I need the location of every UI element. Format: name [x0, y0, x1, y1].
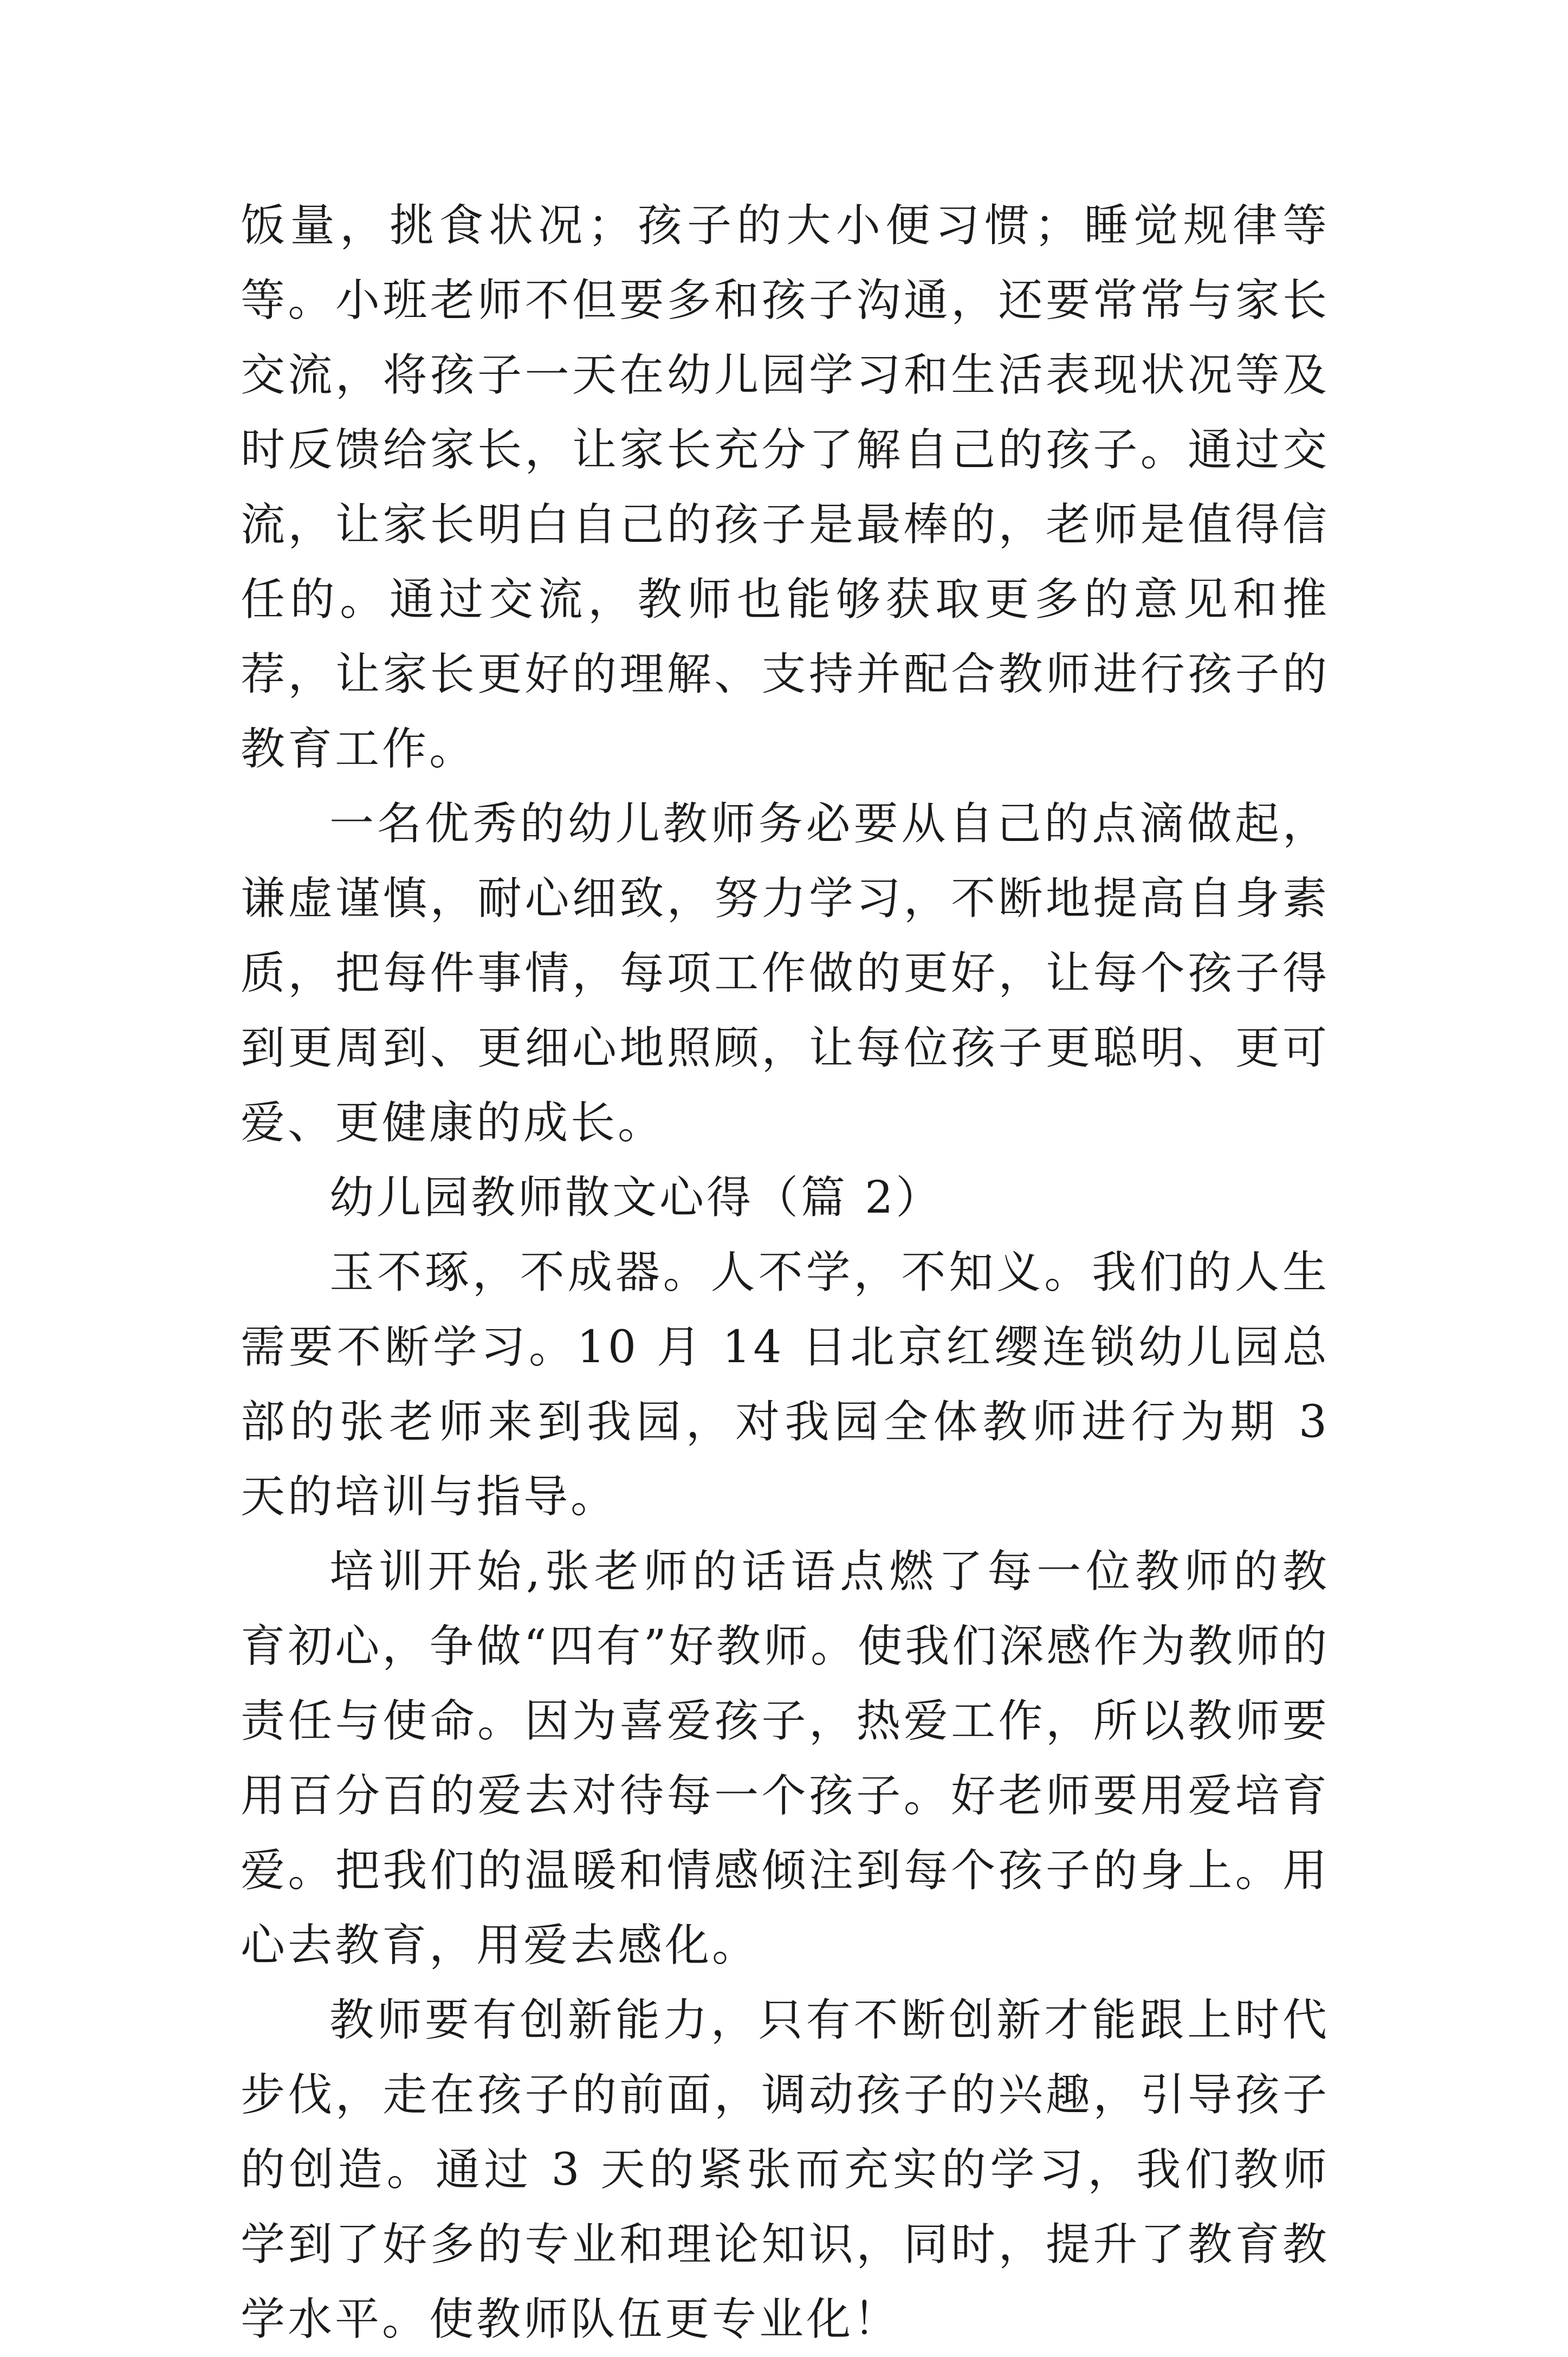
- paragraph: 玉不琢，不成器。人不学，不知义。我们的人生需要不断学习。10 月 14 日北京红缨连锁幼儿园总部的张老师来到我园，对我园全体教师进行为期 3 天的培训与指导。: [241, 1247, 1330, 1523]
- section-heading: 幼儿园教师散文心得（篇 2）: [329, 1172, 943, 1223]
- document-body: [241, 189, 1330, 2357]
- paragraph-continued: 饭量，挑食状况；孩子的大小便习惯；睡觉规律等等。小班老师不但要多和孩子沟通，还要常常与家长交流，将孩子一天在幼儿园学习和生活表现状况等及时反馈给家长，让家长充分了解自己的孩子。通过交流，让家长明白自己的孩子是最棒的，老师是值得信任的。通过交流，教师也能够获取更多的意见和推荐，让家长更好的理解、支持并配合教师进行孩子的教育工作。: [241, 200, 1330, 775]
- paragraph: 培训开始,张老师的话语点燃了每一位教师的教育初心，争做“四有”好教师。使我们深感作为教师的责任与使命。因为喜爱孩子，热爱工作，所以教师要用百分百的爱去对待每一个孩子。好老师要用爱培育爱。把我们的温暖和情感倾注到每个孩子的身上。用心去教育，用爱去感化。: [241, 1546, 1330, 1971]
- paragraph: 教师要有创新能力，只有不断创新才能跟上时代步伐，走在孩子的前面，调动孩子的兴趣，引导孩子的创造。通过 3 天的紧张而充实的学习，我们教师学到了好多的专业和理论知识，同时，提升了教育教学水平。使教师队伍更专业化！: [241, 1995, 1330, 2345]
- paragraph: 一名优秀的幼儿教师务必要从自己的点滴做起，谦虚谨慎，耐心细致，努力学习，不断地提高自身素质，把每件事情，每项工作做的更好，让每个孩子得到更周到、更细心地照顾，让每位孩子更聪明、更可爱、更健康的成长。: [241, 798, 1330, 1149]
